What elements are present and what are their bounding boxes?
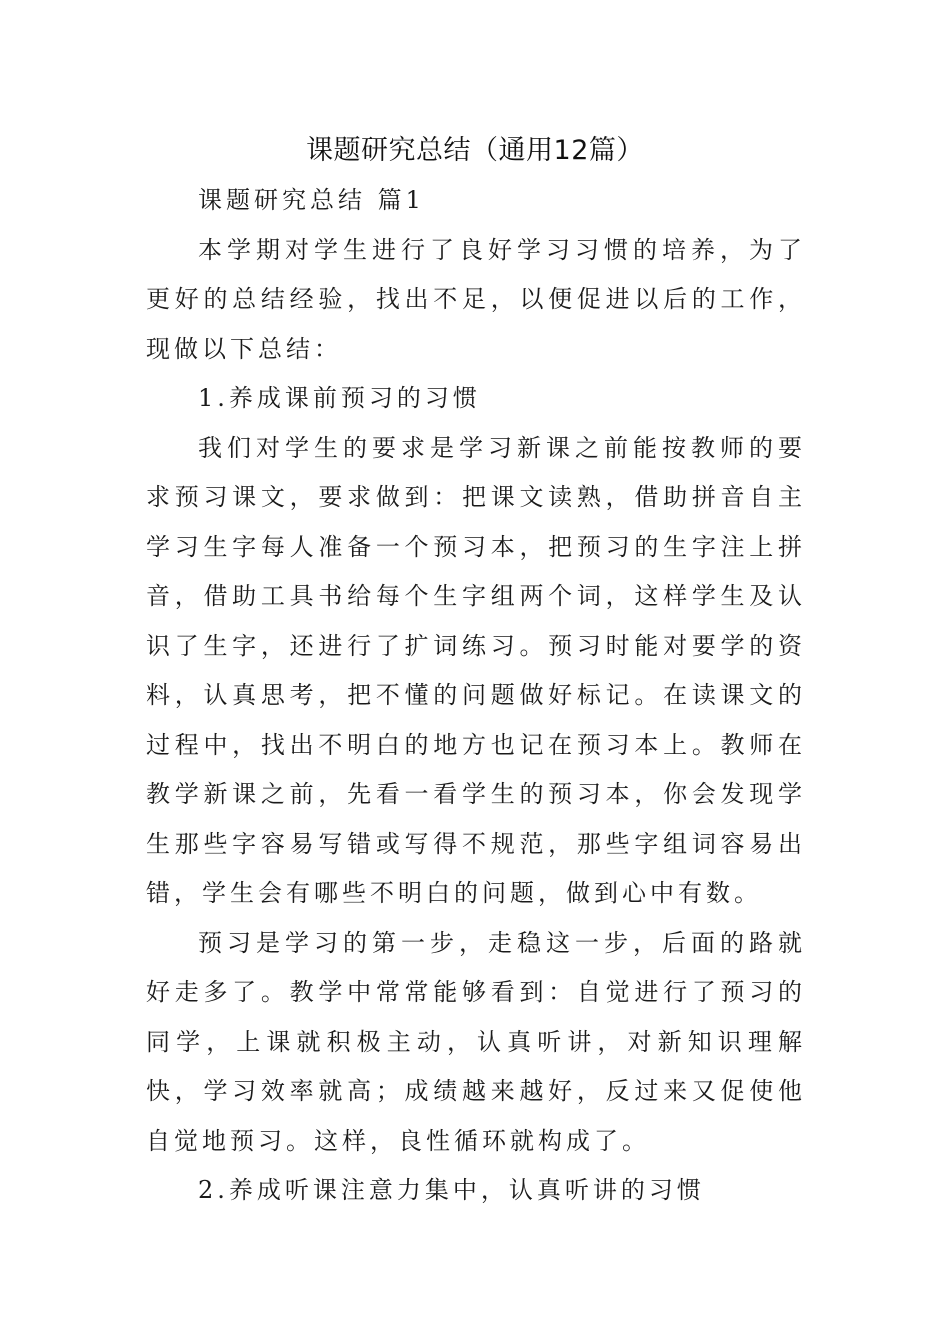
paragraph: 本学期对学生进行了良好学习习惯的培养，为了更好的总结经验，找出不足，以便促进以后的工作，现做以下总结： [146,235,806,363]
paragraph: 我们对学生的要求是学习新课之前能按教师的要求预习课文，要求做到：把课文读熟，借助拼音自主学习生字每人准备一个预习本，把预习的生字注上拼音，借助工具书给每个生字组两个词，这样学生及认识了生字，还进行了扩词练习。预习时能对要学的资料，认真思考，把不懂的问题做好标记。在读课文的过程中，找出不明白的地方也记在预习本上。教师在教学新课之前，先看一看学生的预习本，你会发现学生那些字容易写错或写得不规范，那些字组词容易出错，学生会有哪些不明白的问题，做到心中有数。 [146,433,806,907]
document-title: 课题研究总结（通用12篇） [306,135,644,166]
paragraph: 预习是学习的第一步，走稳这一步，后面的路就好走多了。教学中常常能够看到：自觉进行了预习的同学，上课就积极主动，认真听讲，对新知识理解快，学习效率就高；成绩越来越好，反过来又促使他自觉地预习。这样，良性循环就构成了。 [146,928,806,1155]
section-heading: 课题研究总结 篇1 [198,186,425,214]
subsection-heading: 1.养成课前预习的习惯 [198,384,481,412]
document-body [146,176,806,1216]
subsection-heading: 2.养成听课注意力集中，认真听讲的习惯 [198,1176,705,1204]
